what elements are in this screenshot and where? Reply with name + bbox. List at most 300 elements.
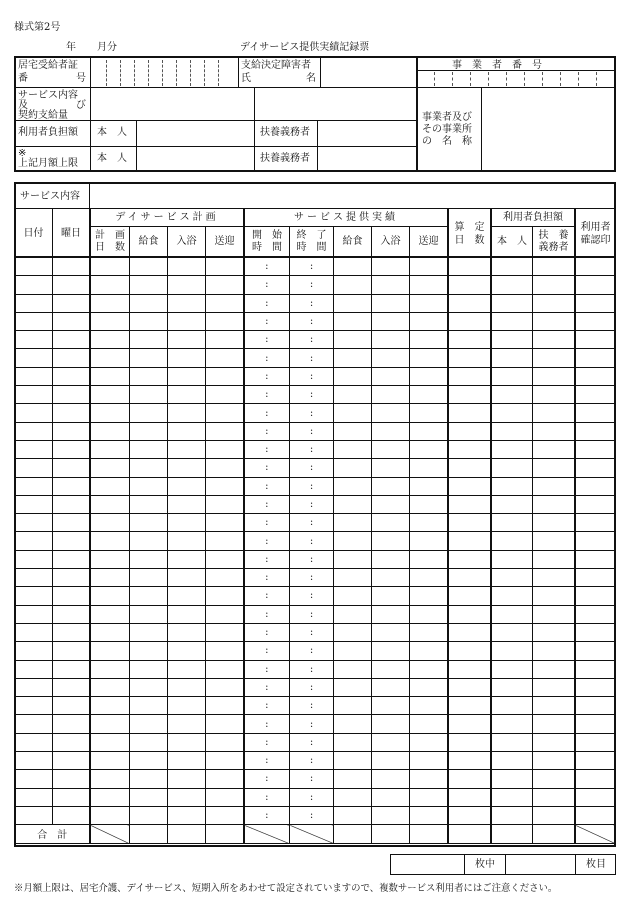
- cell-copay-self[interactable]: [491, 569, 533, 587]
- cell-copay-self[interactable]: [491, 477, 533, 495]
- cell-actual-transport[interactable]: [410, 258, 448, 276]
- cell-calc-days[interactable]: [448, 806, 491, 824]
- cell-confirm-seal[interactable]: [575, 752, 616, 770]
- cell-plan-bath[interactable]: [168, 386, 206, 404]
- cell-actual-transport[interactable]: [410, 331, 448, 349]
- cell-plan-transport[interactable]: [206, 550, 244, 568]
- cell-actual-meal[interactable]: [334, 294, 372, 312]
- cell-plan-transport[interactable]: [206, 422, 244, 440]
- cell-confirm-seal[interactable]: [575, 404, 616, 422]
- cell-actual-transport[interactable]: [410, 294, 448, 312]
- cell-plan-days[interactable]: [90, 440, 130, 458]
- cell-copay-self[interactable]: [491, 276, 533, 294]
- cell-calc-days[interactable]: [448, 386, 491, 404]
- cell-copay-supporter[interactable]: [533, 770, 575, 788]
- cell-copay-supporter[interactable]: [533, 459, 575, 477]
- cell-start-time[interactable]: [244, 294, 290, 312]
- cell-actual-transport[interactable]: [410, 660, 448, 678]
- cell-confirm-seal[interactable]: [575, 623, 616, 641]
- cell-calc-days[interactable]: [448, 404, 491, 422]
- cell-copay-self[interactable]: [491, 386, 533, 404]
- cell-plan-days[interactable]: [90, 752, 130, 770]
- cell-actual-bath[interactable]: [372, 642, 410, 660]
- cell-actual-transport[interactable]: [410, 715, 448, 733]
- cell-actual-bath[interactable]: [372, 550, 410, 568]
- cell-date[interactable]: [16, 623, 53, 641]
- cell-weekday[interactable]: [53, 386, 90, 404]
- total-actual-transport[interactable]: [410, 825, 448, 843]
- cell-date[interactable]: [16, 697, 53, 715]
- cell-plan-transport[interactable]: [206, 258, 244, 276]
- cell-actual-bath[interactable]: [372, 678, 410, 696]
- cell-start-time[interactable]: [244, 459, 290, 477]
- cell-plan-days[interactable]: [90, 678, 130, 696]
- cell-calc-days[interactable]: [448, 477, 491, 495]
- cell-date[interactable]: [16, 386, 53, 404]
- cell-actual-transport[interactable]: [410, 312, 448, 330]
- cell-plan-meal[interactable]: [130, 605, 168, 623]
- cell-calc-days[interactable]: [448, 514, 491, 532]
- cell-copay-supporter[interactable]: [533, 806, 575, 824]
- cell-copay-supporter[interactable]: [533, 495, 575, 513]
- cell-plan-transport[interactable]: [206, 715, 244, 733]
- cell-actual-transport[interactable]: [410, 349, 448, 367]
- cell-confirm-seal[interactable]: [575, 514, 616, 532]
- cell-actual-meal[interactable]: [334, 404, 372, 422]
- cell-plan-meal[interactable]: [130, 276, 168, 294]
- cell-actual-meal[interactable]: [334, 623, 372, 641]
- cell-calc-days[interactable]: [448, 642, 491, 660]
- cell-actual-bath[interactable]: [372, 660, 410, 678]
- cell-plan-meal[interactable]: [130, 422, 168, 440]
- cell-plan-transport[interactable]: [206, 806, 244, 824]
- cell-plan-transport[interactable]: [206, 733, 244, 751]
- cell-actual-transport[interactable]: [410, 404, 448, 422]
- cell-plan-transport[interactable]: [206, 459, 244, 477]
- cell-copay-self[interactable]: [491, 733, 533, 751]
- cell-plan-meal[interactable]: [130, 532, 168, 550]
- cell-date[interactable]: [16, 404, 53, 422]
- cell-actual-meal[interactable]: [334, 752, 372, 770]
- cell-plan-bath[interactable]: [168, 678, 206, 696]
- cell-end-time[interactable]: [290, 642, 334, 660]
- cell-actual-transport[interactable]: [410, 605, 448, 623]
- cell-plan-meal[interactable]: [130, 495, 168, 513]
- cell-actual-bath[interactable]: [372, 532, 410, 550]
- cell-weekday[interactable]: [53, 623, 90, 641]
- cell-end-time[interactable]: [290, 605, 334, 623]
- cell-copay-self[interactable]: [491, 605, 533, 623]
- cell-confirm-seal[interactable]: [575, 349, 616, 367]
- cell-plan-meal[interactable]: [130, 660, 168, 678]
- cell-plan-transport[interactable]: [206, 349, 244, 367]
- cell-confirm-seal[interactable]: [575, 422, 616, 440]
- cell-actual-meal[interactable]: [334, 312, 372, 330]
- cell-calc-days[interactable]: [448, 495, 491, 513]
- cell-actual-transport[interactable]: [410, 514, 448, 532]
- cell-plan-transport[interactable]: [206, 440, 244, 458]
- cell-copay-supporter[interactable]: [533, 367, 575, 385]
- cell-calc-days[interactable]: [448, 715, 491, 733]
- cell-plan-bath[interactable]: [168, 331, 206, 349]
- cell-plan-meal[interactable]: [130, 550, 168, 568]
- cell-end-time[interactable]: [290, 276, 334, 294]
- cell-actual-meal[interactable]: [334, 660, 372, 678]
- cell-plan-bath[interactable]: [168, 276, 206, 294]
- cell-date[interactable]: [16, 349, 53, 367]
- cell-weekday[interactable]: [53, 459, 90, 477]
- cell-plan-meal[interactable]: [130, 349, 168, 367]
- cell-end-time[interactable]: [290, 623, 334, 641]
- cell-copay-supporter[interactable]: [533, 276, 575, 294]
- cell-copay-supporter[interactable]: [533, 514, 575, 532]
- cell-actual-bath[interactable]: [372, 605, 410, 623]
- cell-copay-supporter[interactable]: [533, 477, 575, 495]
- cell-plan-days[interactable]: [90, 788, 130, 806]
- cell-start-time[interactable]: [244, 715, 290, 733]
- cell-actual-transport[interactable]: [410, 623, 448, 641]
- cell-plan-transport[interactable]: [206, 404, 244, 422]
- cell-date[interactable]: [16, 331, 53, 349]
- cell-weekday[interactable]: [53, 276, 90, 294]
- cell-calc-days[interactable]: [448, 276, 491, 294]
- cell-plan-bath[interactable]: [168, 312, 206, 330]
- cell-calc-days[interactable]: [448, 258, 491, 276]
- cell-end-time[interactable]: [290, 788, 334, 806]
- cell-weekday[interactable]: [53, 477, 90, 495]
- cell-end-time[interactable]: [290, 550, 334, 568]
- cell-calc-days[interactable]: [448, 331, 491, 349]
- cell-plan-transport[interactable]: [206, 770, 244, 788]
- total-actual-bath[interactable]: [372, 825, 410, 843]
- cell-weekday[interactable]: [53, 752, 90, 770]
- cell-actual-bath[interactable]: [372, 294, 410, 312]
- cell-copay-self[interactable]: [491, 349, 533, 367]
- cell-copay-supporter[interactable]: [533, 550, 575, 568]
- cell-copay-supporter[interactable]: [533, 605, 575, 623]
- cell-plan-transport[interactable]: [206, 331, 244, 349]
- cell-actual-transport[interactable]: [410, 806, 448, 824]
- cell-plan-days[interactable]: [90, 276, 130, 294]
- cell-actual-bath[interactable]: [372, 477, 410, 495]
- cell-start-time[interactable]: [244, 623, 290, 641]
- cell-actual-meal[interactable]: [334, 349, 372, 367]
- cell-start-time[interactable]: [244, 331, 290, 349]
- cell-plan-transport[interactable]: [206, 697, 244, 715]
- cell-weekday[interactable]: [53, 770, 90, 788]
- cell-calc-days[interactable]: [448, 623, 491, 641]
- cell-start-time[interactable]: [244, 806, 290, 824]
- provider-number-field[interactable]: [418, 72, 614, 86]
- cell-plan-transport[interactable]: [206, 294, 244, 312]
- cell-plan-meal[interactable]: [130, 331, 168, 349]
- cell-calc-days[interactable]: [448, 697, 491, 715]
- cell-weekday[interactable]: [53, 422, 90, 440]
- cell-weekday[interactable]: [53, 495, 90, 513]
- cell-copay-self[interactable]: [491, 532, 533, 550]
- cell-date[interactable]: [16, 276, 53, 294]
- cell-confirm-seal[interactable]: [575, 697, 616, 715]
- cell-plan-bath[interactable]: [168, 477, 206, 495]
- cell-confirm-seal[interactable]: [575, 660, 616, 678]
- cell-plan-transport[interactable]: [206, 587, 244, 605]
- cell-actual-meal[interactable]: [334, 569, 372, 587]
- cell-confirm-seal[interactable]: [575, 770, 616, 788]
- cell-calc-days[interactable]: [448, 459, 491, 477]
- cell-actual-bath[interactable]: [372, 258, 410, 276]
- cell-copay-self[interactable]: [491, 770, 533, 788]
- cell-plan-transport[interactable]: [206, 312, 244, 330]
- cell-plan-meal[interactable]: [130, 788, 168, 806]
- cell-end-time[interactable]: [290, 806, 334, 824]
- cell-plan-days[interactable]: [90, 404, 130, 422]
- copay-self-field[interactable]: [138, 122, 252, 144]
- cell-calc-days[interactable]: [448, 587, 491, 605]
- cell-end-time[interactable]: [290, 715, 334, 733]
- cell-actual-meal[interactable]: [334, 532, 372, 550]
- cell-plan-bath[interactable]: [168, 642, 206, 660]
- cell-plan-meal[interactable]: [130, 440, 168, 458]
- cell-actual-transport[interactable]: [410, 495, 448, 513]
- cell-calc-days[interactable]: [448, 770, 491, 788]
- cell-confirm-seal[interactable]: [575, 294, 616, 312]
- cell-calc-days[interactable]: [448, 349, 491, 367]
- cell-date[interactable]: [16, 459, 53, 477]
- cell-end-time[interactable]: [290, 349, 334, 367]
- cell-plan-meal[interactable]: [130, 367, 168, 385]
- cell-calc-days[interactable]: [448, 367, 491, 385]
- cell-copay-self[interactable]: [491, 367, 533, 385]
- cell-start-time[interactable]: [244, 770, 290, 788]
- cell-start-time[interactable]: [244, 642, 290, 660]
- cell-confirm-seal[interactable]: [575, 440, 616, 458]
- cell-start-time[interactable]: [244, 605, 290, 623]
- cell-date[interactable]: [16, 495, 53, 513]
- cell-actual-bath[interactable]: [372, 331, 410, 349]
- cell-date[interactable]: [16, 440, 53, 458]
- cell-plan-bath[interactable]: [168, 422, 206, 440]
- cell-actual-bath[interactable]: [372, 514, 410, 532]
- cell-actual-transport[interactable]: [410, 569, 448, 587]
- cell-actual-bath[interactable]: [372, 715, 410, 733]
- cell-actual-meal[interactable]: [334, 477, 372, 495]
- cell-weekday[interactable]: [53, 294, 90, 312]
- cell-plan-days[interactable]: [90, 605, 130, 623]
- cell-calc-days[interactable]: [448, 788, 491, 806]
- cell-plan-days[interactable]: [90, 715, 130, 733]
- cell-actual-bath[interactable]: [372, 569, 410, 587]
- cell-plan-transport[interactable]: [206, 276, 244, 294]
- cell-end-time[interactable]: [290, 422, 334, 440]
- cell-weekday[interactable]: [53, 404, 90, 422]
- cell-plan-meal[interactable]: [130, 404, 168, 422]
- cell-actual-transport[interactable]: [410, 733, 448, 751]
- cell-actual-meal[interactable]: [334, 642, 372, 660]
- cell-end-time[interactable]: [290, 294, 334, 312]
- cell-copay-self[interactable]: [491, 514, 533, 532]
- cell-actual-bath[interactable]: [372, 623, 410, 641]
- cell-date[interactable]: [16, 752, 53, 770]
- cell-actual-bath[interactable]: [372, 367, 410, 385]
- cell-actual-bath[interactable]: [372, 459, 410, 477]
- cell-plan-meal[interactable]: [130, 294, 168, 312]
- cell-copay-supporter[interactable]: [533, 697, 575, 715]
- total-plan-bath[interactable]: [168, 825, 206, 843]
- cell-confirm-seal[interactable]: [575, 258, 616, 276]
- cell-actual-transport[interactable]: [410, 770, 448, 788]
- cell-plan-bath[interactable]: [168, 733, 206, 751]
- cell-actual-meal[interactable]: [334, 495, 372, 513]
- cell-plan-days[interactable]: [90, 697, 130, 715]
- cell-actual-meal[interactable]: [334, 697, 372, 715]
- cell-plan-meal[interactable]: [130, 733, 168, 751]
- cell-actual-meal[interactable]: [334, 440, 372, 458]
- cell-copay-self[interactable]: [491, 404, 533, 422]
- cell-start-time[interactable]: [244, 477, 290, 495]
- cell-actual-transport[interactable]: [410, 276, 448, 294]
- cell-end-time[interactable]: [290, 404, 334, 422]
- cell-weekday[interactable]: [53, 642, 90, 660]
- cell-copay-self[interactable]: [491, 642, 533, 660]
- cell-plan-days[interactable]: [90, 495, 130, 513]
- cell-date[interactable]: [16, 312, 53, 330]
- cell-plan-meal[interactable]: [130, 806, 168, 824]
- cell-actual-transport[interactable]: [410, 367, 448, 385]
- cell-confirm-seal[interactable]: [575, 532, 616, 550]
- cell-actual-bath[interactable]: [372, 440, 410, 458]
- cell-weekday[interactable]: [53, 678, 90, 696]
- cell-plan-meal[interactable]: [130, 715, 168, 733]
- cell-copay-supporter[interactable]: [533, 422, 575, 440]
- cell-copay-supporter[interactable]: [533, 715, 575, 733]
- cell-copay-supporter[interactable]: [533, 660, 575, 678]
- cell-calc-days[interactable]: [448, 733, 491, 751]
- cell-plan-bath[interactable]: [168, 404, 206, 422]
- cell-plan-transport[interactable]: [206, 495, 244, 513]
- cell-weekday[interactable]: [53, 312, 90, 330]
- cell-confirm-seal[interactable]: [575, 477, 616, 495]
- cell-copay-supporter[interactable]: [533, 623, 575, 641]
- cell-actual-bath[interactable]: [372, 587, 410, 605]
- cell-copay-self[interactable]: [491, 587, 533, 605]
- cell-copay-self[interactable]: [491, 623, 533, 641]
- cell-weekday[interactable]: [53, 733, 90, 751]
- cell-end-time[interactable]: [290, 440, 334, 458]
- cell-actual-meal[interactable]: [334, 276, 372, 294]
- cell-plan-days[interactable]: [90, 532, 130, 550]
- cell-end-time[interactable]: [290, 367, 334, 385]
- cell-actual-meal[interactable]: [334, 514, 372, 532]
- cell-weekday[interactable]: [53, 788, 90, 806]
- cell-plan-days[interactable]: [90, 569, 130, 587]
- cell-copay-self[interactable]: [491, 806, 533, 824]
- cell-copay-self[interactable]: [491, 788, 533, 806]
- cell-end-time[interactable]: [290, 312, 334, 330]
- cell-copay-self[interactable]: [491, 678, 533, 696]
- cell-actual-bath[interactable]: [372, 422, 410, 440]
- cell-end-time[interactable]: [290, 386, 334, 404]
- cell-plan-meal[interactable]: [130, 587, 168, 605]
- cell-weekday[interactable]: [53, 715, 90, 733]
- cell-plan-meal[interactable]: [130, 477, 168, 495]
- cell-copay-self[interactable]: [491, 312, 533, 330]
- cell-plan-bath[interactable]: [168, 349, 206, 367]
- cell-copay-supporter[interactable]: [533, 258, 575, 276]
- cell-copay-supporter[interactable]: [533, 678, 575, 696]
- cell-plan-days[interactable]: [90, 258, 130, 276]
- cell-plan-bath[interactable]: [168, 440, 206, 458]
- cell-plan-bath[interactable]: [168, 697, 206, 715]
- cell-calc-days[interactable]: [448, 312, 491, 330]
- cell-weekday[interactable]: [53, 806, 90, 824]
- cell-copay-supporter[interactable]: [533, 440, 575, 458]
- cell-weekday[interactable]: [53, 550, 90, 568]
- cell-start-time[interactable]: [244, 752, 290, 770]
- cell-actual-meal[interactable]: [334, 331, 372, 349]
- cell-end-time[interactable]: [290, 331, 334, 349]
- cap-supporter-field[interactable]: [319, 148, 415, 170]
- cell-copay-self[interactable]: [491, 715, 533, 733]
- cell-start-time[interactable]: [244, 495, 290, 513]
- cell-actual-transport[interactable]: [410, 386, 448, 404]
- cell-plan-meal[interactable]: [130, 770, 168, 788]
- cell-weekday[interactable]: [53, 514, 90, 532]
- cell-actual-transport[interactable]: [410, 752, 448, 770]
- cell-plan-bath[interactable]: [168, 623, 206, 641]
- cell-date[interactable]: [16, 642, 53, 660]
- cell-calc-days[interactable]: [448, 550, 491, 568]
- disabled-person-name-field[interactable]: [322, 60, 416, 86]
- cell-plan-transport[interactable]: [206, 386, 244, 404]
- cell-plan-bath[interactable]: [168, 550, 206, 568]
- cell-date[interactable]: [16, 422, 53, 440]
- cell-calc-days[interactable]: [448, 422, 491, 440]
- cell-date[interactable]: [16, 770, 53, 788]
- cell-plan-transport[interactable]: [206, 788, 244, 806]
- cell-confirm-seal[interactable]: [575, 678, 616, 696]
- cell-calc-days[interactable]: [448, 440, 491, 458]
- cell-start-time[interactable]: [244, 349, 290, 367]
- cell-end-time[interactable]: [290, 569, 334, 587]
- cell-start-time[interactable]: [244, 386, 290, 404]
- total-actual-meal[interactable]: [334, 825, 372, 843]
- cell-date[interactable]: [16, 514, 53, 532]
- cell-end-time[interactable]: [290, 258, 334, 276]
- cell-end-time[interactable]: [290, 733, 334, 751]
- cell-end-time[interactable]: [290, 532, 334, 550]
- cell-plan-transport[interactable]: [206, 569, 244, 587]
- cell-weekday[interactable]: [53, 367, 90, 385]
- cell-plan-days[interactable]: [90, 294, 130, 312]
- cell-copay-self[interactable]: [491, 422, 533, 440]
- cell-confirm-seal[interactable]: [575, 367, 616, 385]
- cell-date[interactable]: [16, 367, 53, 385]
- cell-copay-self[interactable]: [491, 459, 533, 477]
- cell-plan-days[interactable]: [90, 331, 130, 349]
- cell-plan-bath[interactable]: [168, 587, 206, 605]
- cell-actual-bath[interactable]: [372, 697, 410, 715]
- cell-start-time[interactable]: [244, 678, 290, 696]
- cell-actual-meal[interactable]: [334, 678, 372, 696]
- cell-end-time[interactable]: [290, 752, 334, 770]
- cell-plan-meal[interactable]: [130, 697, 168, 715]
- cell-actual-transport[interactable]: [410, 642, 448, 660]
- cell-start-time[interactable]: [244, 788, 290, 806]
- cell-calc-days[interactable]: [448, 569, 491, 587]
- cell-plan-bath[interactable]: [168, 495, 206, 513]
- cell-calc-days[interactable]: [448, 294, 491, 312]
- cell-end-time[interactable]: [290, 770, 334, 788]
